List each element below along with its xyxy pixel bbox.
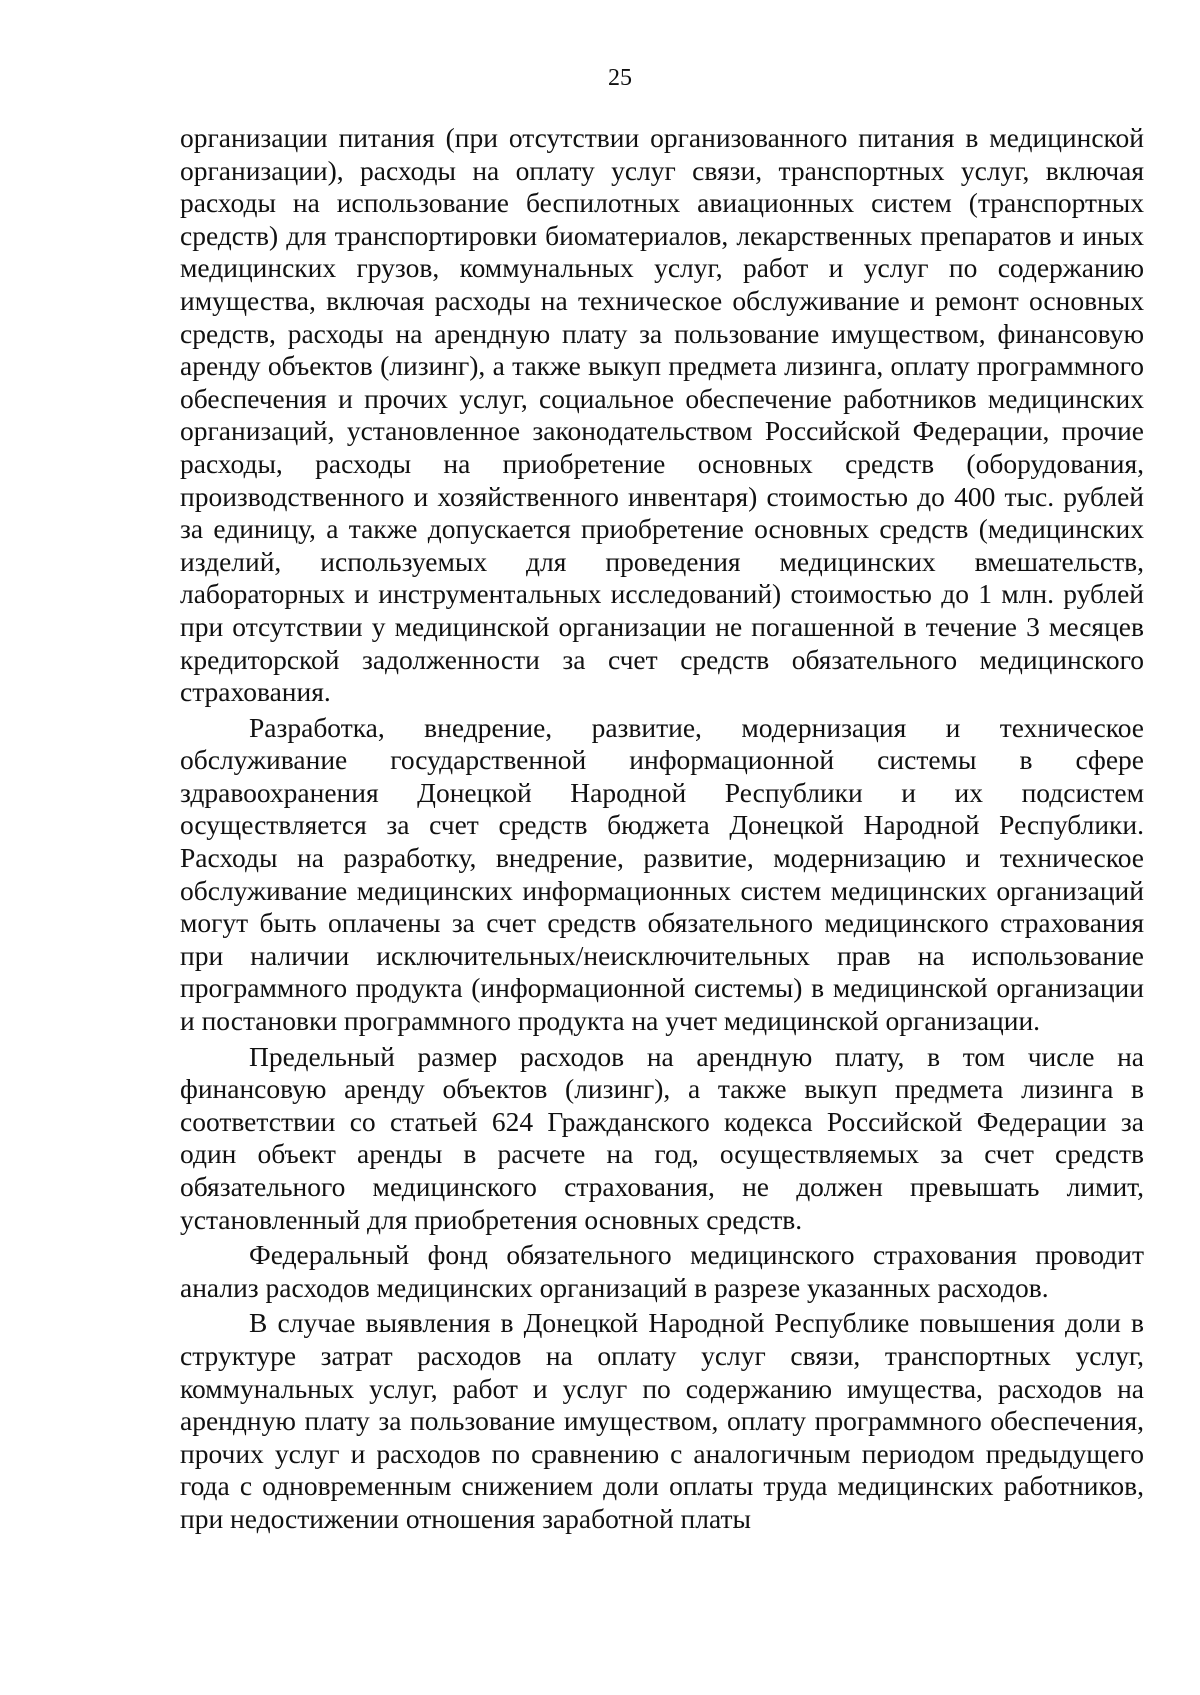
document-body [180, 122, 1144, 1539]
paragraph-rent-limit: Предельный размер расходов на арендную плату, в том числе на финансовую аренду объектов (лизинг), а также выкуп предмета лизинга в соответствии со статьей 624 Гражданского кодекса Российской Федерации за один объект аренды в расчете на год, осуществляемых за счет средств обязательного медицинского страхования, не должен превышать лимит, установленный для приобретения основных средств. [180, 1040, 1144, 1235]
paragraph-cost-structure: В случае выявления в Донецкой Народной Республике повышения доли в структуре затрат расходов на оплату услуг связи, транспортных услуг, коммунальных услуг, работ и услуг по содержанию имущества, расходов на арендную плату за пользование имуществом, оплату программного обеспечения, прочих услуг и расходов по сравнению с аналогичным периодом предыдущего года с одновременным снижением доли оплаты труда медицинских работников, при недостижении отношения заработной платы [180, 1307, 1144, 1534]
paragraph-federal-fund-analysis: Федеральный фонд обязательного медицинского страхования проводит анализ расходов медицинских организаций в разрезе указанных расходов. [180, 1239, 1144, 1303]
paragraph-information-systems: Разработка, внедрение, развитие, модернизация и техническое обслуживание государственной информационной системы в сфере здравоохранения Донецкой Народной Республики и их подсистем осуществляется за счет средств бюджета Донецкой Народной Республики. Расходы на разработку, внедрение, развитие, модернизацию и техническое обслуживание медицинских информационных систем медицинских организаций могут быть оплачены за счет средств обязательного медицинского страхования при наличии исключительных/неисключительных прав на использование программного продукта (информационной системы) в медицинской организации и постановки программного продукта на учет медицинской организации. [180, 711, 1144, 1037]
page-number: 25 [608, 65, 632, 91]
paragraph-continuation: организации питания (при отсутствии организованного питания в медицинской организации), расходы на оплату услуг связи, транспортных услуг, включая расходы на использование беспилотных авиационных систем (транспортных средств) для транспортировки биоматериалов, лекарственных препаратов и иных медицинских грузов, коммунальных услуг, работ и услуг по содержанию имущества, включая расходы на техническое обслуживание и ремонт основных средств, расходы на арендную плату за пользование имуществом, финансовую аренду объектов (лизинг), а также выкуп предмета лизинга, оплату программного обеспечения и прочих услуг, социальное обеспечение работников медицинских организаций, установленное законодательством Российской Федерации, прочие расходы, расходы на приобретение основных средств (оборудования, производственного и хозяйственного инвентаря) стоимостью до 400 тыс. рублей за единицу, а также допускается приобретение основных средств (медицинских изделий, используемых для проведения медицинских вмешательств, лабораторных и инструментальных исследований) стоимостью до 1 млн. рублей при отсутствии у медицинской организации не погашенной в течение 3 месяцев кредиторской задолженности за счет средств обязательного медицинского страхования. [180, 122, 1144, 708]
